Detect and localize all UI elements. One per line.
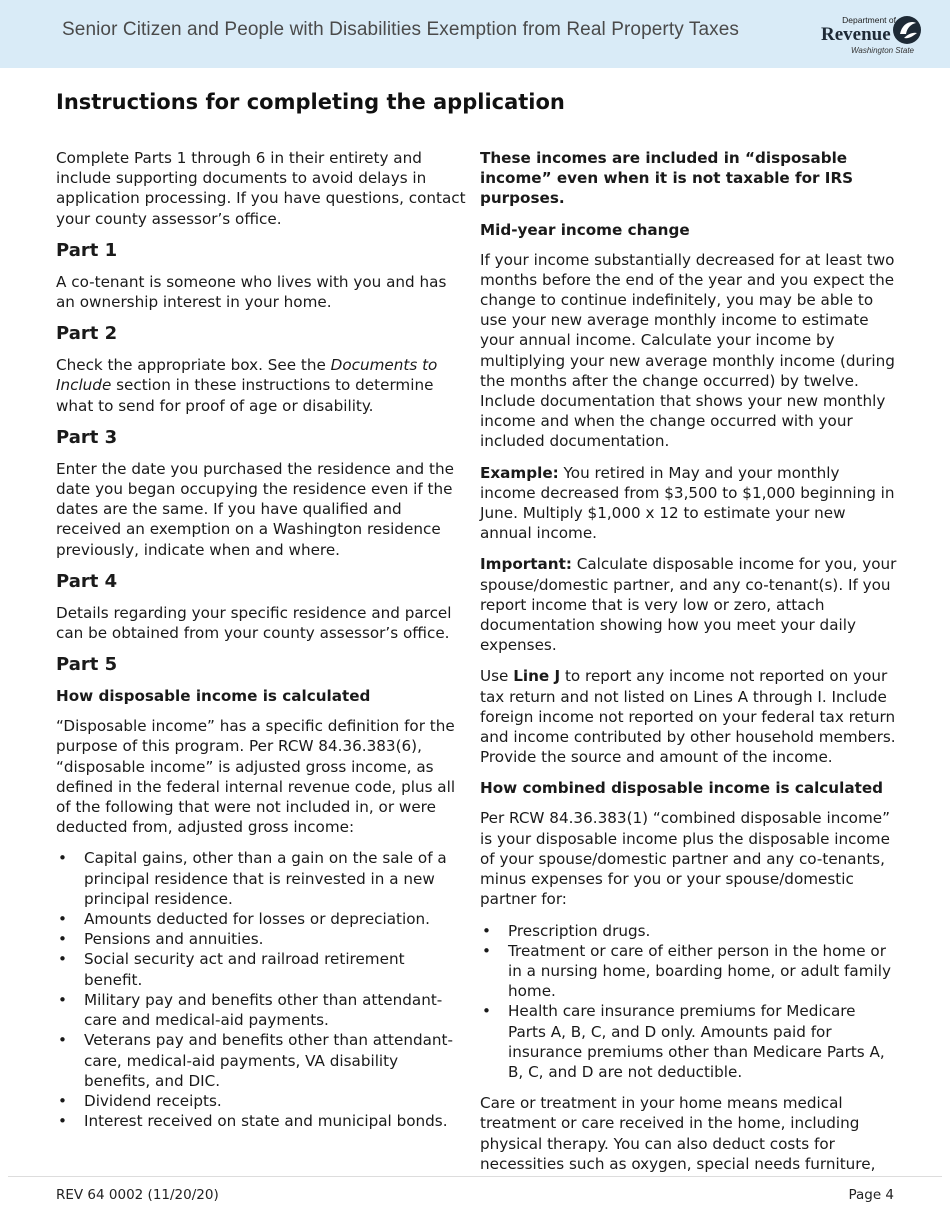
list-item: • Amounts deducted for losses or depreciation. <box>56 909 466 929</box>
page-number: Page 4 <box>848 1187 894 1203</box>
line-j-text-b: to report any income not reported on your tax return and not listed on Lines A through I. Include foreign income not reported on your federal tax return and income contributed by other household members. Provide the source and amount of the income. <box>480 667 896 767</box>
left-column <box>56 148 466 1142</box>
part3-heading: Part 3 <box>56 426 118 448</box>
care-at-home-text: Care or treatment in your home means medical treatment or care received in the home, including physical therapy. You can also deduct costs for necessities such as oxygen, special needs furniture, <box>480 1094 876 1173</box>
included-income-note: These incomes are included in “disposable income” even when it is not taxable for IRS purposes. <box>480 149 854 208</box>
part4-heading: Part 4 <box>56 570 118 592</box>
right-column <box>480 148 898 1185</box>
dor-logo <box>816 10 926 60</box>
list-item: • Pensions and annuities. <box>56 929 466 949</box>
form-id: REV 64 0002 (11/20/20) <box>56 1187 219 1203</box>
line-j-paragraph <box>480 666 898 767</box>
important-label: Important: <box>480 555 572 574</box>
disposable-income-text: “Disposable income” has a specific definition for the purpose of this program. Per RCW 84.36.383(6), “disposable income” is adjusted gross income, as defined in the federal internal revenue code, plus all of the following that were not included in, or were deducted from, adjusted gross income: <box>56 717 456 837</box>
intro-paragraph: Complete Parts 1 through 6 in their entirety and include supporting documents to avoid delays in application processing. If you have questions, contact your county assessor’s office. <box>56 149 466 228</box>
list-item: • Capital gains, other than a gain on the sale of a principal residence that is reinvested in a new principal residence. <box>56 848 466 909</box>
part4-text: Details regarding your specific residence and parcel can be obtained from your county assessor’s office. <box>56 603 452 643</box>
midyear-text: If your income substantially decreased for at least two months before the end of the year and you expect the change to continue indefinitely, you may be able to use your new average monthly income to estimate your annual income. Calculate your income by multiplying your new average monthly income (during the months after the change occurred) by twelve. Include documentation that shows your new monthly income and when the change occurred with your included documentation. <box>480 250 895 451</box>
line-j-text-a: Use <box>480 667 514 686</box>
list-item: • Dividend receipts. <box>56 1091 466 1111</box>
logo-state-text: Washington State <box>850 46 914 55</box>
example-label: Example: <box>480 463 559 482</box>
list-item: • Prescription drugs. <box>480 921 898 941</box>
list-item: • Veterans pay and benefits other than attendant-care, medical-aid payments, VA disability benefits, and DIC. <box>56 1030 466 1091</box>
disposable-income-heading: How disposable income is calculated <box>56 687 371 706</box>
part1-text: A co-tenant is someone who lives with you and has an ownership interest in your home. <box>56 272 447 312</box>
part2-heading: Part 2 <box>56 323 118 345</box>
dor-emblem-icon <box>892 14 922 46</box>
part2-text <box>56 355 466 416</box>
logo-revenue-text: Revenue <box>821 24 891 45</box>
page-header <box>0 0 950 68</box>
list-item: • Health care insurance premiums for Medicare Parts A, B, C, and D only. Amounts paid for insurance premiums other than Medicare Parts A, B, C, and D are not deductible. <box>480 1001 898 1082</box>
important-paragraph <box>480 554 898 655</box>
example-paragraph <box>480 463 898 544</box>
part3-text: Enter the date you purchased the residence and the date you began occupying the residence even if the dates are the same. If you have qualified and received an exemption on a Washington residence previously, indicate when and where. <box>56 459 454 559</box>
list-item: • Social security act and railroad retirement benefit. <box>56 949 466 989</box>
list-item: • Military pay and benefits other than attendant-care and medical-aid payments. <box>56 990 466 1030</box>
header-title: Senior Citizen and People with Disabilities Exemption from Real Property Taxes <box>62 19 739 40</box>
combined-deductions-list <box>480 921 898 1083</box>
documents-to-include-ref: Documents to Include <box>56 356 438 395</box>
page-title: Instructions for completing the application <box>56 90 565 114</box>
footer-divider <box>8 1176 942 1177</box>
list-item: • Treatment or care of either person in the home or in a nursing home, boarding home, or adult family home. <box>480 941 898 1002</box>
combined-income-text: Per RCW 84.36.383(1) “combined disposable income” is your disposable income plus the disposable income of your spouse/domestic partner and any co-tenants, minus expenses for you or your spouse/domestic partner for: <box>480 809 890 909</box>
line-j-label: Line J <box>513 667 561 686</box>
combined-income-heading: How combined disposable income is calculated <box>480 779 884 798</box>
logo-dept-text: Department of <box>842 15 896 25</box>
part5-heading: Part 5 <box>56 654 118 676</box>
part2-text-b: section in these instructions to determine what to send for proof of age or disability. <box>56 376 434 415</box>
disposable-income-list <box>56 848 466 1131</box>
important-text: Calculate disposable income for you, your spouse/domestic partner, and any co-tenant(s). If you report income that is very low or zero, attach documentation showing how you meet your daily expenses. <box>480 555 897 655</box>
part1-heading: Part 1 <box>56 239 118 261</box>
part2-text-a: Check the appropriate box. See the <box>56 356 331 375</box>
example-text: You retired in May and your monthly income decreased from $3,500 to $1,000 beginning in June. Multiply $1,000 x 12 to estimate your new annual income. <box>480 463 895 543</box>
list-item: • Interest received on state and municipal bonds. <box>56 1111 466 1131</box>
midyear-heading: Mid-year income change <box>480 220 690 239</box>
